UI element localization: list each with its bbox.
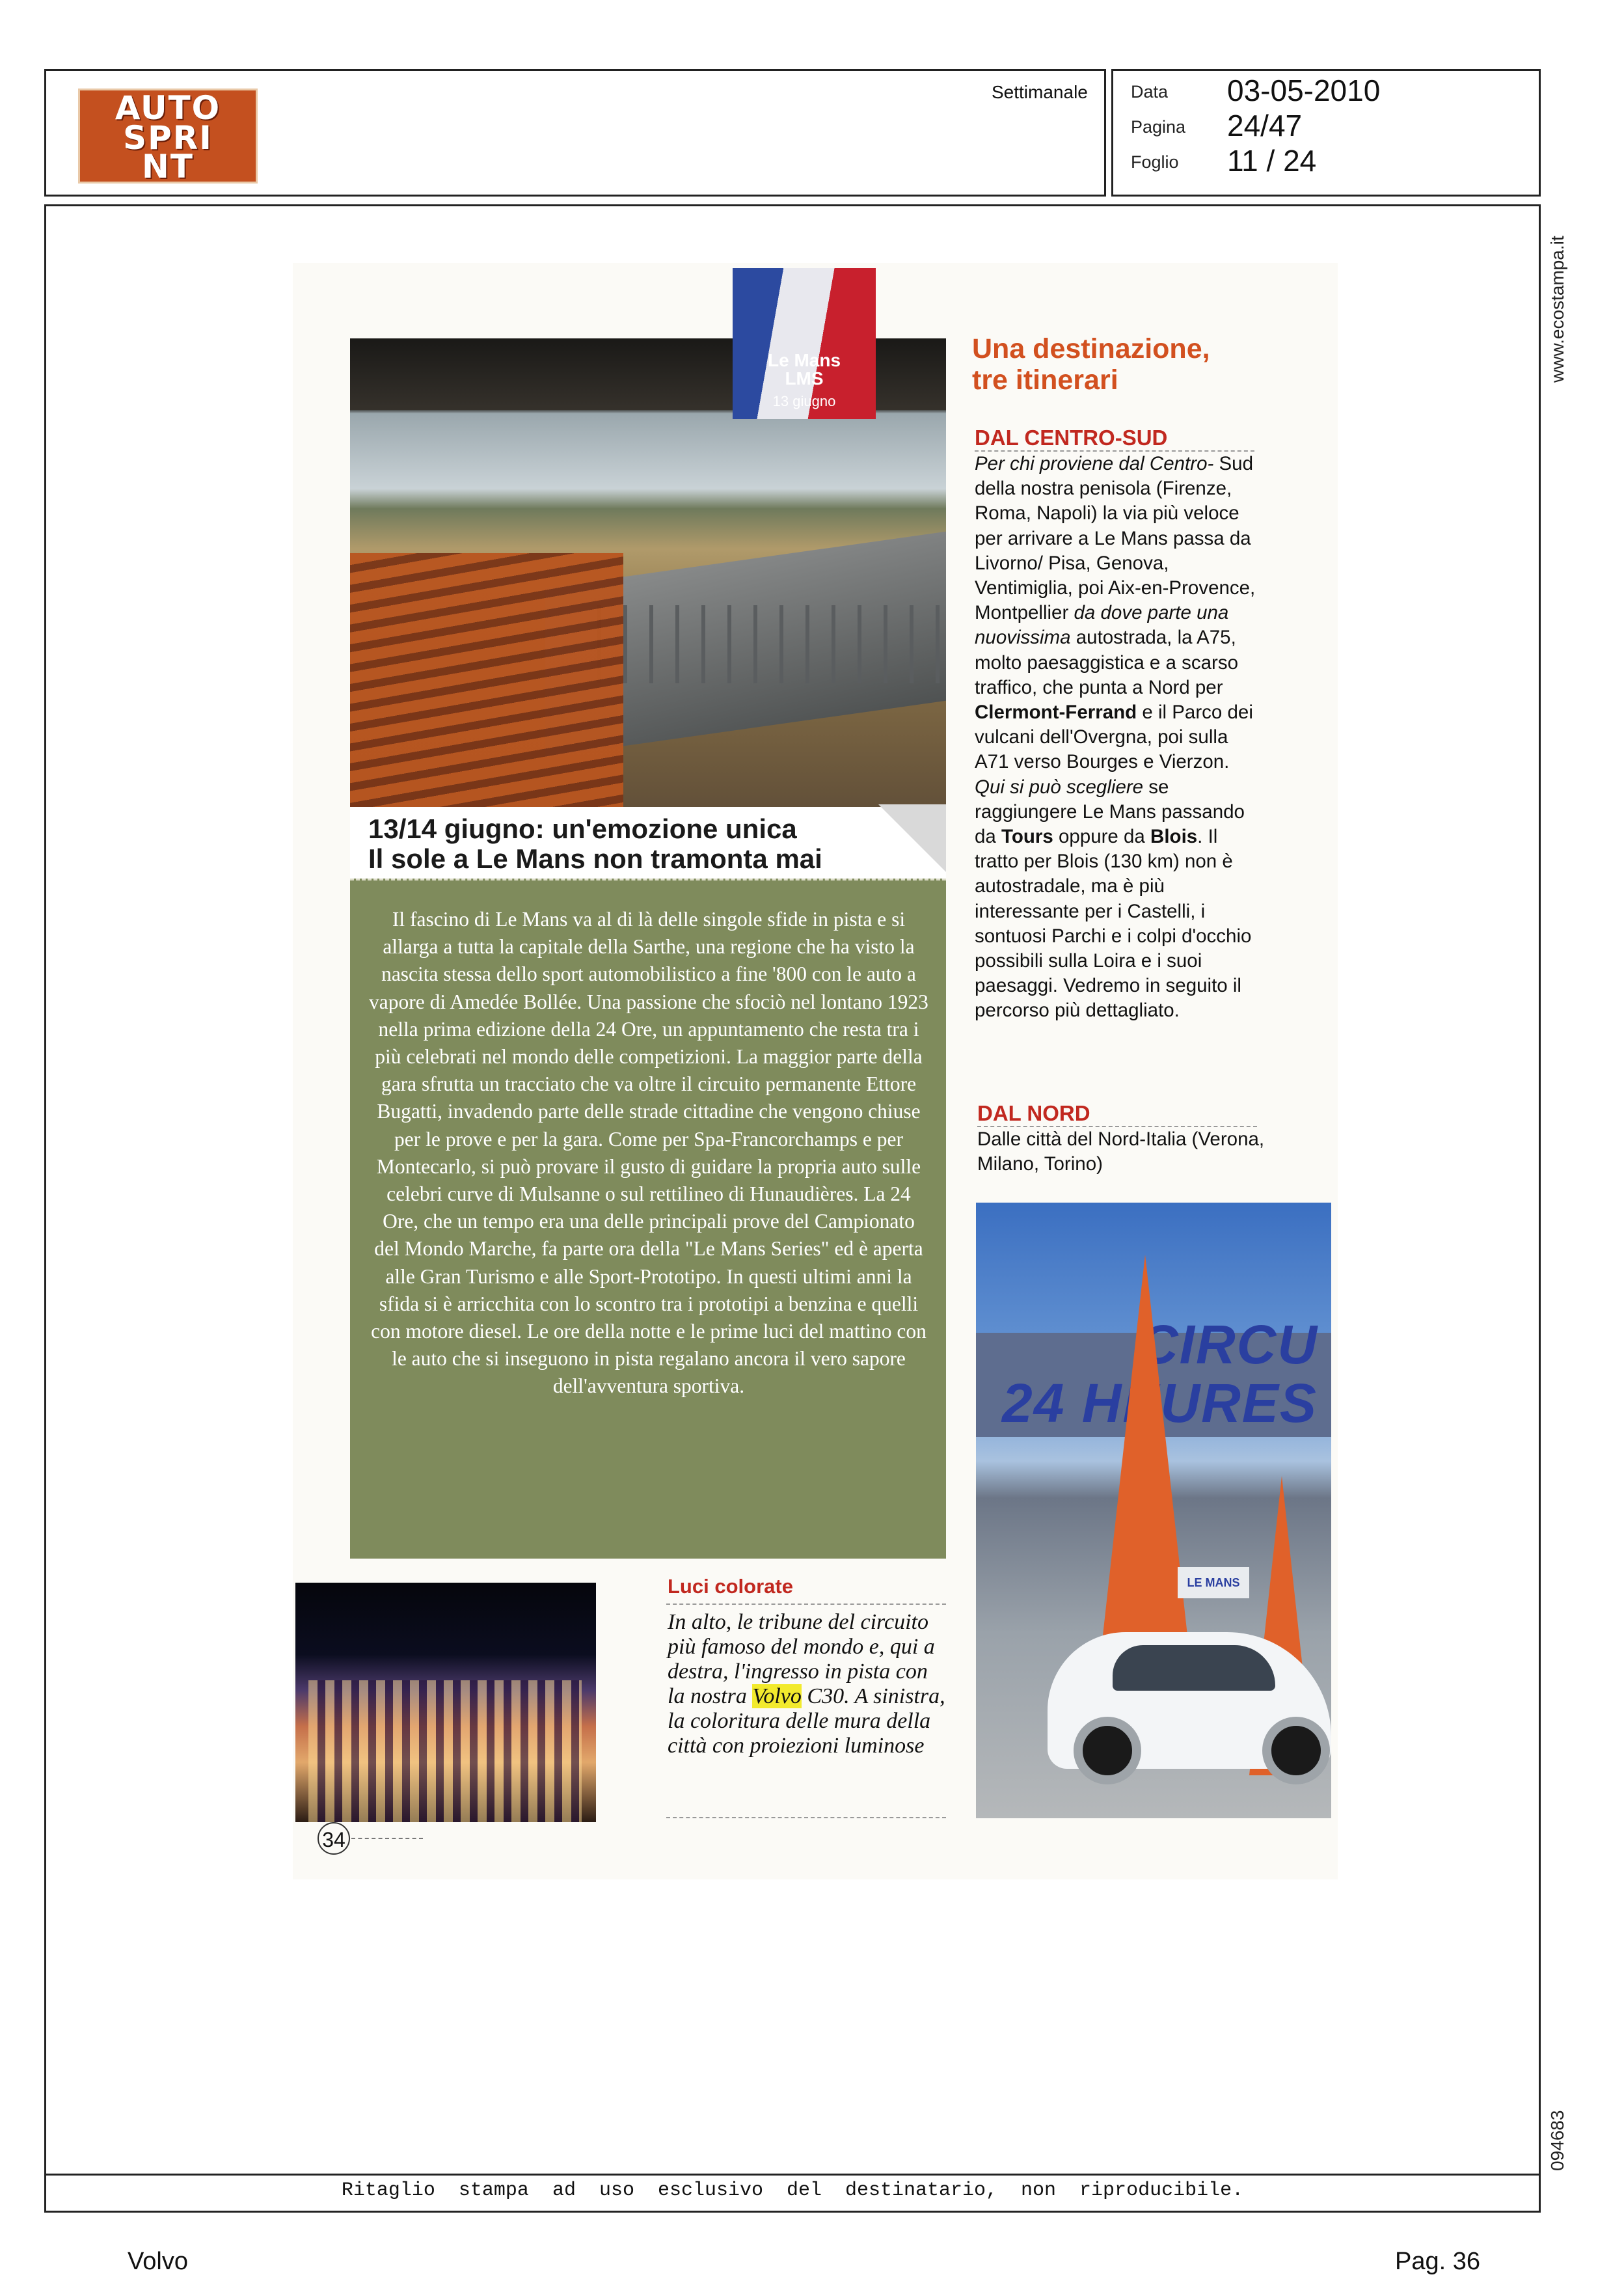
page-number-divider xyxy=(351,1838,423,1839)
centro-sud-text-5: Qui si può scegliere xyxy=(975,776,1144,798)
page-curl-corner xyxy=(878,804,946,872)
section-centro-sud-title: DAL CENTRO-SUD xyxy=(975,426,1168,450)
car-front-wheel xyxy=(1074,1717,1141,1784)
footer-divider xyxy=(44,2174,1541,2176)
photo-caption-title: Luci colorate xyxy=(668,1575,793,1598)
ecostampa-url: www.ecostampa.it xyxy=(1547,236,1567,383)
caption-highlight: Volvo xyxy=(752,1684,802,1708)
illuminated-building xyxy=(308,1680,582,1822)
centro-sud-text-3: autostrada, la A75, molto paesaggistica e a scarso traffico, che punta a Nord per xyxy=(975,627,1239,698)
caption-text-part-2: C30. A sinistra, la coloritura delle mura della città con proiezioni luminose xyxy=(668,1684,945,1758)
centro-sud-text-6: se raggiungere Le Mans passando da xyxy=(975,776,1245,848)
frequency-label: Settimanale xyxy=(992,82,1088,102)
usage-disclaimer: Ritaglio stampa ad uso esclusivo del destinatario, non riproducibile. xyxy=(341,2179,1244,2202)
meta-value-data: 03-05-2010 xyxy=(1227,74,1381,107)
meta-label-data: Data xyxy=(1131,82,1169,102)
centro-sud-text-8: . Il tratto per Blois (130 km) non è autostradale, ma è più interessante per i Castelli, i sontuosi Parchi e i colpi d'occhio possibili sulla Loira e i suoi paesaggi. Vedremo in seguito il percorso più dettagliato. xyxy=(975,826,1252,1022)
flag-badge-date: 13 giugno xyxy=(772,393,836,409)
flag-badge-title xyxy=(755,351,854,388)
meta-value-foglio: 11 / 24 xyxy=(1227,144,1317,178)
track-fence xyxy=(597,605,946,683)
orange-seats xyxy=(350,553,623,839)
circuit-sign-text-1: CIRCU xyxy=(1139,1314,1318,1375)
le-mans-sign: LE MANS xyxy=(1178,1567,1249,1598)
document-code: 094683 xyxy=(1547,2110,1567,2171)
circuit-entrance-photo xyxy=(976,1203,1331,1818)
centro-sud-text-1: Sud della nostra penisola (Firenze, Roma, Napoli) la via più veloce per arrivare a Le Mans passa da Livorno/ Pisa, Genova, Ventimiglia, poi Aix-en-Provence, Montpellier xyxy=(975,453,1256,624)
centro-sud-text-2: da dove parte una nuovissima xyxy=(975,602,1229,649)
sidebar-title-line-1: Una destinazione, xyxy=(972,333,1210,364)
flag-line-1: Le Mans xyxy=(767,350,841,370)
tours-bold: Tours xyxy=(1001,826,1053,848)
logo-line-2: SPRI xyxy=(123,119,213,157)
centro-sud-text-7: oppure da xyxy=(1053,826,1151,848)
blois-bold: Blois xyxy=(1150,826,1198,848)
meta-value-pagina: 24/47 xyxy=(1227,109,1303,143)
section-centro-sud-text xyxy=(975,452,1262,1024)
night-city-photo xyxy=(295,1583,596,1822)
client-brand: Volvo xyxy=(128,2248,188,2275)
caption-divider-top xyxy=(666,1603,946,1605)
logo-line-1: AUTO xyxy=(115,89,221,127)
section-nord-title: DAL NORD xyxy=(977,1101,1090,1125)
sidebar-title-line-2: tre itinerari xyxy=(972,364,1118,396)
car-rear-wheel xyxy=(1262,1717,1330,1784)
car-window xyxy=(1113,1645,1275,1691)
headline-line-1: 13/14 giugno: un'emozione unica xyxy=(368,813,797,844)
clermont-ferrand-bold: Clermont-Ferrand xyxy=(975,702,1137,724)
photo-caption-text xyxy=(668,1610,947,1758)
headline-line-2: Il sole a Le Mans non tramonta mai xyxy=(368,843,822,874)
circuit-sign-text-2: 24 HEURES xyxy=(1002,1372,1318,1434)
article-body-text: Il fascino di Le Mans va al di là delle singole sfide in pista e si allarga a tutta la capitale della Sarthe, una regione che ha visto la nascita stessa dello sport automobilistico a fine '800 con le auto a vapore di Amedée Bollée. Una passione che sfociò nel lontano 1923 nella prima edizione della 24 Ore, un appuntamento che resta tra i più celebrati nel mondo delle competizioni. La maggior parte della gara sfrutta un tracciato che va oltre il circuito permanente Ettore Bugatti, invadendo parte delle strade cittadine che vengono chiuse per le prove e per la gara. Come per Spa-Francorchamps e per Montecarlo, si può provare il gusto di guidare la propria auto sulle celebri curve di Mulsanne o sul rettilineo di Hunaudières. La 24 Ore, che un tempo era una delle principali prove del Campionato del Mondo Marche, fa parte ora della "Le Mans Series" ed è aperta alle Gran Turismo e alle Sport-Prototipo. In questi ultimi anni la sfida si è arricchita con lo scontro tra i prototipi a benzina e quelli con motore diesel. Le ore della notte e le prime luci del mattino con le auto che si inseguono in pista regalano ancora il vero sapore dell'avventura sportiva. xyxy=(369,908,928,1398)
meta-label-pagina: Pagina xyxy=(1131,117,1186,137)
magazine-page-number: 34 xyxy=(318,1822,350,1855)
flag-line-2: LMS xyxy=(785,368,824,389)
document-page-number: Pag. 36 xyxy=(1395,2248,1480,2275)
meta-label-foglio: Foglio xyxy=(1131,152,1179,172)
logo-line-3: NT xyxy=(142,148,194,185)
centro-sud-text-4: e il Parco dei vulcani dell'Overgna, poi sulla A71 verso Bourges e Vierzon. xyxy=(975,702,1253,773)
section-nord-text: Dalle città del Nord-Italia (Verona, Milano, Torino) xyxy=(977,1128,1265,1175)
autosprint-logo xyxy=(78,89,258,184)
centro-sud-intro: Per chi proviene dal Centro- xyxy=(975,453,1214,474)
caption-divider-bottom xyxy=(666,1817,946,1818)
caption-text-part-1: In alto, le tribune del circuito più famoso del mondo e, qui a destra, l'ingresso in pista con la nostra xyxy=(668,1610,935,1708)
